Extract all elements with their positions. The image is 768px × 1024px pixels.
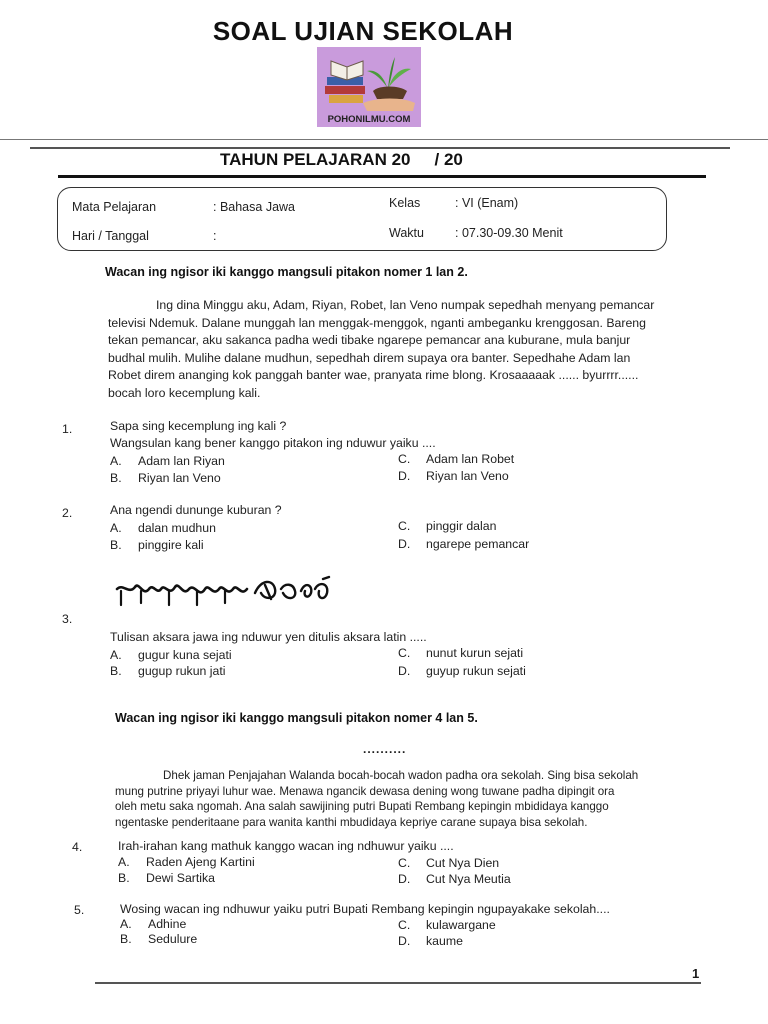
option-letter: A.: [118, 855, 130, 869]
option-c: [398, 452, 514, 466]
time-value: : 07.30-09.30 Menit: [455, 226, 563, 240]
option-text: pinggire kali: [138, 538, 204, 552]
passage-line: Ing dina Minggu aku, Adam, Riyan, Robet, lan Veno numpak sepedhah menyang pemancar: [156, 298, 655, 312]
logo: [317, 47, 421, 127]
option-c: [398, 519, 496, 533]
option-letter: B.: [110, 664, 122, 678]
option-letter: D.: [398, 872, 411, 886]
option-text: guyup rukun sejati: [426, 664, 526, 678]
option-text: Cut Nya Meutia: [426, 872, 511, 886]
section-2-instruction: Wacan ing ngisor iki kanggo mangsuli pitakon nomer 4 lan 5.: [115, 711, 478, 725]
page-number: 1: [692, 966, 700, 981]
option-letter: C.: [398, 452, 411, 466]
option-letter: A.: [110, 521, 122, 535]
question-number: 4.: [72, 840, 83, 854]
option-letter: A.: [120, 917, 132, 931]
option-letter: B.: [120, 932, 132, 946]
section-1-instruction: Wacan ing ngisor iki kanggo mangsuli pitakon nomer 1 lan 2.: [105, 265, 468, 279]
option-letter: D.: [398, 934, 411, 948]
option-b: [110, 664, 226, 678]
question-number: 3.: [62, 612, 73, 626]
option-text: kaume: [426, 934, 463, 948]
footer-rule: [95, 982, 701, 984]
option-c: [398, 856, 499, 870]
class-label: Kelas: [389, 196, 421, 210]
aksara-jawa-handwriting-icon: [115, 575, 335, 611]
question-number: 5.: [74, 903, 85, 917]
option-text: Riyan lan Veno: [426, 469, 509, 483]
reading-passage-2: [115, 768, 715, 830]
passage-line: mung putrine priyayi luhur wae. Menawa ngancik dewasa dening wong tuwane padha dipingit ora: [115, 784, 615, 798]
option-letter: C.: [398, 519, 411, 533]
question-text: Tulisan aksara jawa ing nduwur yen ditulis aksara latin .....: [110, 630, 427, 644]
option-b: [110, 471, 221, 485]
time-label: Waktu: [389, 226, 424, 240]
passage-line: tekan pemancar, aku sakanca padha wedi tibake ngarepe pemancar ana kuburane, mula banjur: [108, 333, 631, 347]
option-text: Riyan lan Veno: [138, 471, 221, 485]
option-d: [398, 934, 463, 948]
passage-line: Dhek jaman Penjajahan Walanda bocah-bocah wadon padha ora sekolah. Sing bisa sekolah: [163, 769, 639, 782]
option-text: Sedulure: [148, 932, 198, 946]
option-letter: C.: [398, 856, 411, 870]
academic-year: [220, 150, 463, 170]
option-b: [110, 538, 204, 552]
javanese-script-image: [115, 575, 335, 616]
passage-line: ngentaske penderitaane para wanita kanthi mbudidaya kepriye carane supaya bisa sekolah.: [115, 815, 588, 829]
option-a: [110, 648, 232, 662]
option-letter: C.: [398, 918, 411, 932]
option-d: [398, 664, 526, 678]
passage-line: televisi Ndemuk. Dalane munggah lan menggak-menggok, nganti ambeganku krenggosan. Bareng: [108, 315, 646, 330]
year-label: TAHUN PELAJARAN 20: [220, 150, 411, 169]
class-value: : VI (Enam): [455, 196, 519, 210]
option-b: [120, 932, 197, 946]
date-value: :: [213, 229, 217, 243]
option-text: pinggir dalan: [426, 519, 497, 533]
option-text: gugur kuna sejati: [138, 648, 232, 662]
option-letter: B.: [118, 871, 130, 885]
question-text: Wosing wacan ing ndhuwur yaiku putri Bupati Rembang kepingin ngupayakake sekolah....: [120, 902, 610, 916]
option-letter: C.: [398, 646, 411, 660]
option-d: [398, 469, 509, 483]
option-text: dalan mudhun: [138, 521, 216, 535]
subject-label: Mata Pelajaran: [72, 200, 157, 214]
option-text: kulawargane: [426, 918, 496, 932]
option-text: Dewi Sartika: [146, 871, 216, 885]
option-a: [110, 454, 225, 468]
option-c: [398, 646, 523, 660]
passage-line: oleh metu saka ngomah. Ana salah sawijining putri Bupati Rembang kepingin mbididaya kanggo: [115, 800, 609, 813]
logo-text: POHONILMU.COM: [327, 114, 411, 125]
passage-line: budhal mulih. Mulihe dalane mudhun, sepedhah direm supaya ora banter. Sepedhahe Adam lan: [108, 350, 631, 365]
date-label: Hari / Tanggal: [72, 229, 149, 243]
option-text: gugup rukun jati: [138, 664, 226, 678]
passage-line: Robet direm ananging kok panggah banter wae, pranyata rime blong. Krosaaaaak ...... byurrrr......: [108, 368, 639, 382]
option-text: Raden Ajeng Kartini: [146, 855, 255, 869]
option-letter: A.: [110, 648, 122, 662]
sub-divider: [30, 147, 730, 149]
option-c: [398, 918, 496, 932]
passage-title-placeholder: ..........: [363, 742, 407, 756]
year-suffix: / 20: [434, 150, 463, 169]
header-rule: [58, 175, 706, 178]
question-text: Ana ngendi dunungе kuburan ?: [110, 503, 282, 517]
option-text: Cut Nya Dien: [426, 856, 500, 870]
option-letter: B.: [110, 471, 122, 485]
option-text: nunut kurun sejati: [426, 646, 524, 660]
option-text: Adam lan Robet: [426, 452, 515, 466]
top-divider: [0, 139, 768, 140]
option-text: ngarepe pemancar: [426, 537, 530, 551]
question-number: 2.: [62, 506, 73, 520]
option-letter: D.: [398, 664, 411, 678]
option-b: [118, 871, 215, 885]
option-d: [398, 872, 511, 886]
reading-passage-1: [108, 297, 728, 402]
passage-line: bocah loro kecemplung kali.: [108, 385, 261, 400]
question-text: Wangsulan kang bener kanggo pitakon ing nduwur yaiku ....: [110, 436, 436, 450]
option-letter: B.: [110, 538, 122, 552]
option-a: [110, 521, 216, 535]
option-text: Adhine: [148, 917, 187, 931]
question-text: Irah-irahan kang mathuk kanggo wacan ing ndhuwur yaiku ....: [118, 839, 454, 853]
option-letter: D.: [398, 469, 411, 483]
question-number: 1.: [62, 422, 73, 436]
question-text: Sapa sing kecemplung ing kali ?: [110, 419, 287, 433]
page-title: SOAL UJIAN SEKOLAH: [212, 16, 514, 46]
option-letter: A.: [110, 454, 122, 468]
option-d: [398, 537, 529, 551]
option-a: [118, 855, 255, 869]
option-a: [120, 917, 186, 931]
option-letter: D.: [398, 537, 411, 551]
subject-value: : Bahasa Jawa: [213, 200, 295, 214]
option-text: Adam lan Riyan: [138, 454, 225, 468]
